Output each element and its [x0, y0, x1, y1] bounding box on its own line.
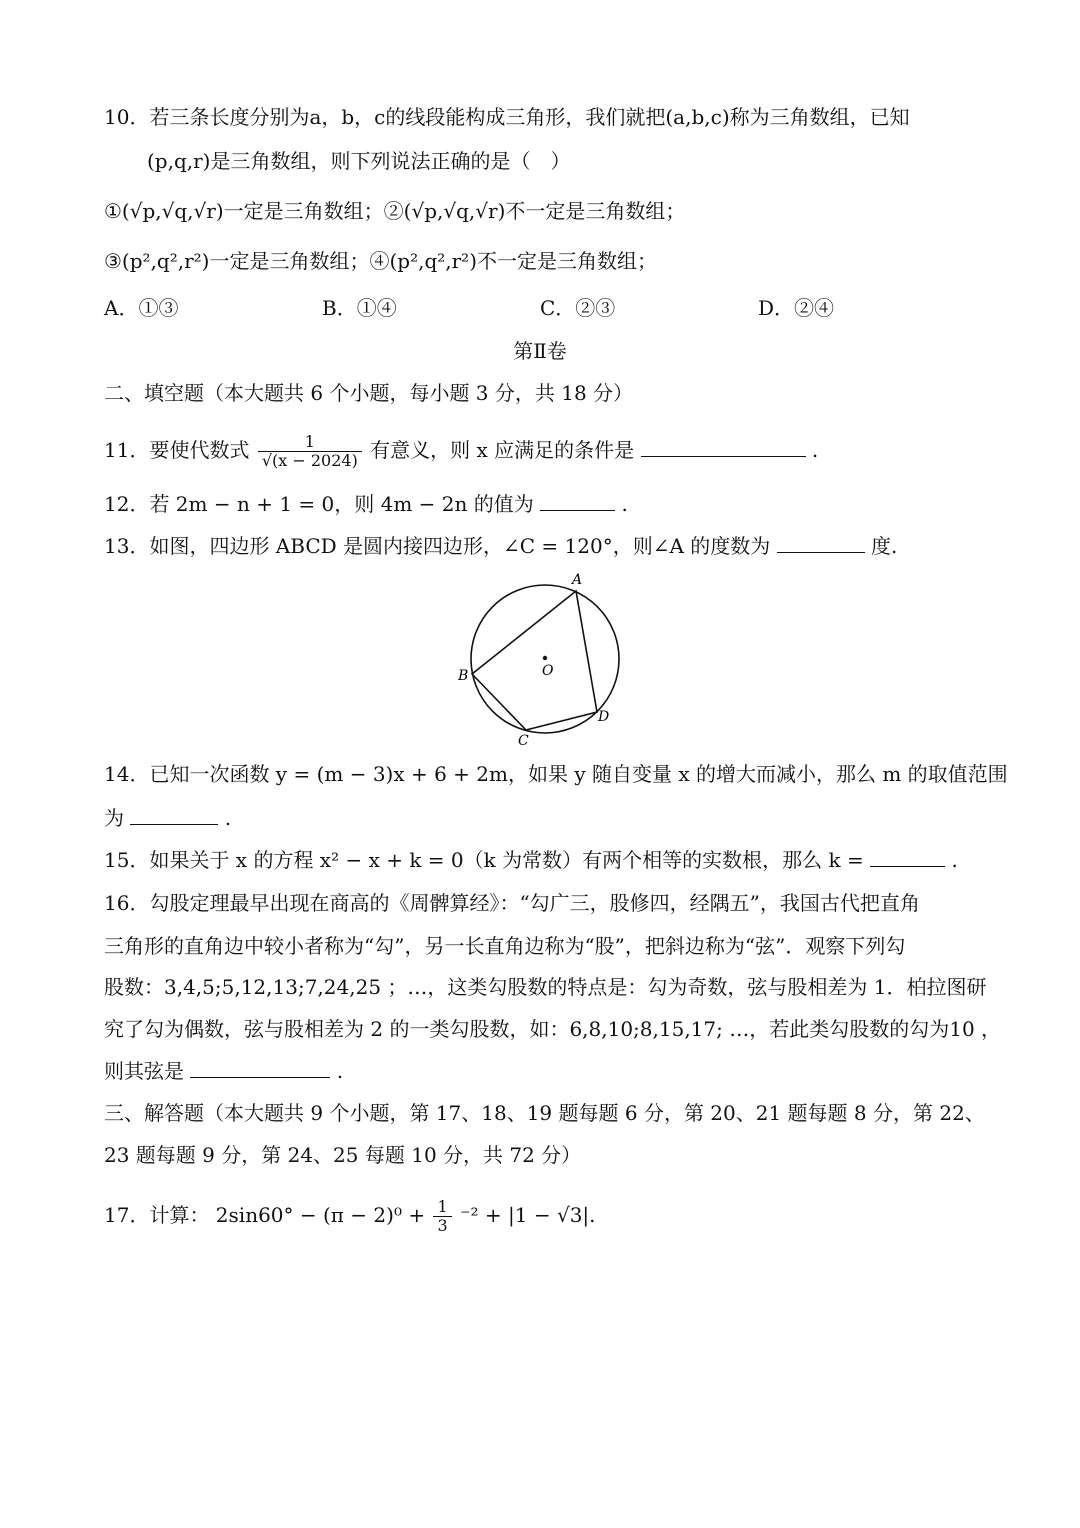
q11-fraction-numerator: 1: [258, 433, 362, 452]
q10-statement-1-2: ①(√p,√q,√r)一定是三角数组；②(√p,√q,√r)不一定是三角数组；: [104, 199, 686, 223]
q13-line: [104, 532, 1000, 560]
q16-text-end: .: [336, 1059, 344, 1083]
figure-label-d: D: [598, 709, 610, 725]
q16-line-5: [104, 1057, 1000, 1085]
q16-line-1: 16．勾股定理最早出现在商高的《周髀算经》：“勾广三，股修四，经隅五”，我国古代把直角: [104, 891, 920, 915]
q15-text-end: .: [951, 848, 958, 872]
q11-text-after: 有意义，则 x 应满足的条件是: [370, 438, 635, 462]
figure-label-o: O: [542, 663, 554, 679]
q11-fraction-denominator: √(x − 2024): [261, 451, 358, 470]
q12-line: [104, 490, 1000, 518]
q17-fraction-numerator: 1: [433, 1198, 451, 1217]
section-2-heading: 二、填空题（本大题共 6 个小题，每小题 3 分，共 18 分）: [104, 381, 634, 405]
q14-line-2: [104, 804, 1000, 832]
q11-fraction: [258, 433, 362, 470]
q12-text: 12．若 2m − n + 1 = 0，则 4m − 2n 的值为: [104, 492, 534, 516]
q10-line-2: (p,q,r)是三角数组，则下列说法正确的是（ ）: [147, 149, 571, 173]
q11-line: [104, 433, 1000, 470]
q11-text-end: .: [811, 438, 819, 462]
q13-text-end: 度.: [871, 534, 898, 558]
q16-text: 则其弦是: [104, 1059, 184, 1083]
q10-choice-c: C．②③: [540, 296, 616, 320]
section-3-heading-1: 三、解答题（本大题共 9 个小题，第 17、18、19 题每题 6 分，第 20、21 题每题 8 分，第 22、: [104, 1101, 985, 1125]
q14-text: 为: [104, 806, 124, 830]
q15-answer-blank[interactable]: [870, 846, 945, 867]
figure-label-a: A: [572, 572, 583, 588]
q17-fraction: [433, 1198, 451, 1235]
q10-statement-3-4: ③(p²,q²,r²)一定是三角数组；④(p²,q²,r²)不一定是三角数组；: [104, 249, 658, 273]
q14-line-1: 14．已知一次函数 y = (m − 3)x + 6 + 2m，如果 y 随自变量 x 的增大而减小，那么 m 的取值范围: [104, 762, 1008, 786]
q12-text-end: .: [621, 492, 628, 516]
figure-label-b: B: [458, 668, 469, 684]
q10-line-1: 10．若三条长度分别为a，b，c的线段能构成三角形，我们就把(a,b,c)称为三角数组，已知: [104, 105, 910, 129]
q10-choice-d: D．②④: [758, 296, 835, 320]
q13-text: 13．如图，四边形 ABCD 是圆内接四边形，∠C = 120°，则∠A 的度数为: [104, 534, 771, 558]
q10-choice-b: B．①④: [322, 296, 397, 320]
q10-choice-a: A．①③: [104, 296, 179, 320]
q17-text-before: 17．计算： 2sin60° − (π − 2)⁰ +: [104, 1203, 432, 1227]
section-3-heading-2: 23 题每题 9 分，第 24、25 每题 10 分，共 72 分）: [104, 1143, 582, 1167]
q13-answer-blank[interactable]: [777, 532, 865, 553]
q16-answer-blank[interactable]: [190, 1057, 330, 1078]
q17-fraction-denominator: 3: [437, 1216, 448, 1235]
q17-line: [104, 1198, 1000, 1235]
q15-text: 15．如果关于 x 的方程 x² − x + k = 0（k 为常数）有两个相等的实数根，那么 k =: [104, 848, 864, 872]
q15-line: [104, 846, 1000, 874]
q17-text-after: ⁻² + |1 − √3|.: [459, 1203, 596, 1227]
q16-line-4: 究了勾为偶数，弦与股相差为 2 的一类勾股数，如：6,8,10;8,15,17; …，若此类勾股数的勾为10 ，: [104, 1017, 1002, 1041]
figure-center-point: [543, 656, 547, 660]
q13-figure: [450, 568, 640, 750]
q11-answer-blank[interactable]: [641, 436, 806, 457]
section-2-title: 第Ⅱ卷: [513, 339, 567, 363]
q11-text-before: 11．要使代数式: [104, 438, 250, 462]
q14-text-end: .: [224, 806, 232, 830]
q14-answer-blank[interactable]: [130, 804, 218, 825]
q16-line-3: 股数：3,4,5;5,12,13;7,24,25 ；…，这类勾股数的特点是：勾为奇数，弦与股相差为 1．柏拉图研: [104, 975, 987, 999]
q12-answer-blank[interactable]: [540, 490, 615, 511]
figure-label-c: C: [518, 733, 529, 749]
q16-line-2: 三角形的直角边中较小者称为“勾”，另一长直角边称为“股”，把斜边称为“弦”．观察下列勾: [104, 934, 906, 958]
